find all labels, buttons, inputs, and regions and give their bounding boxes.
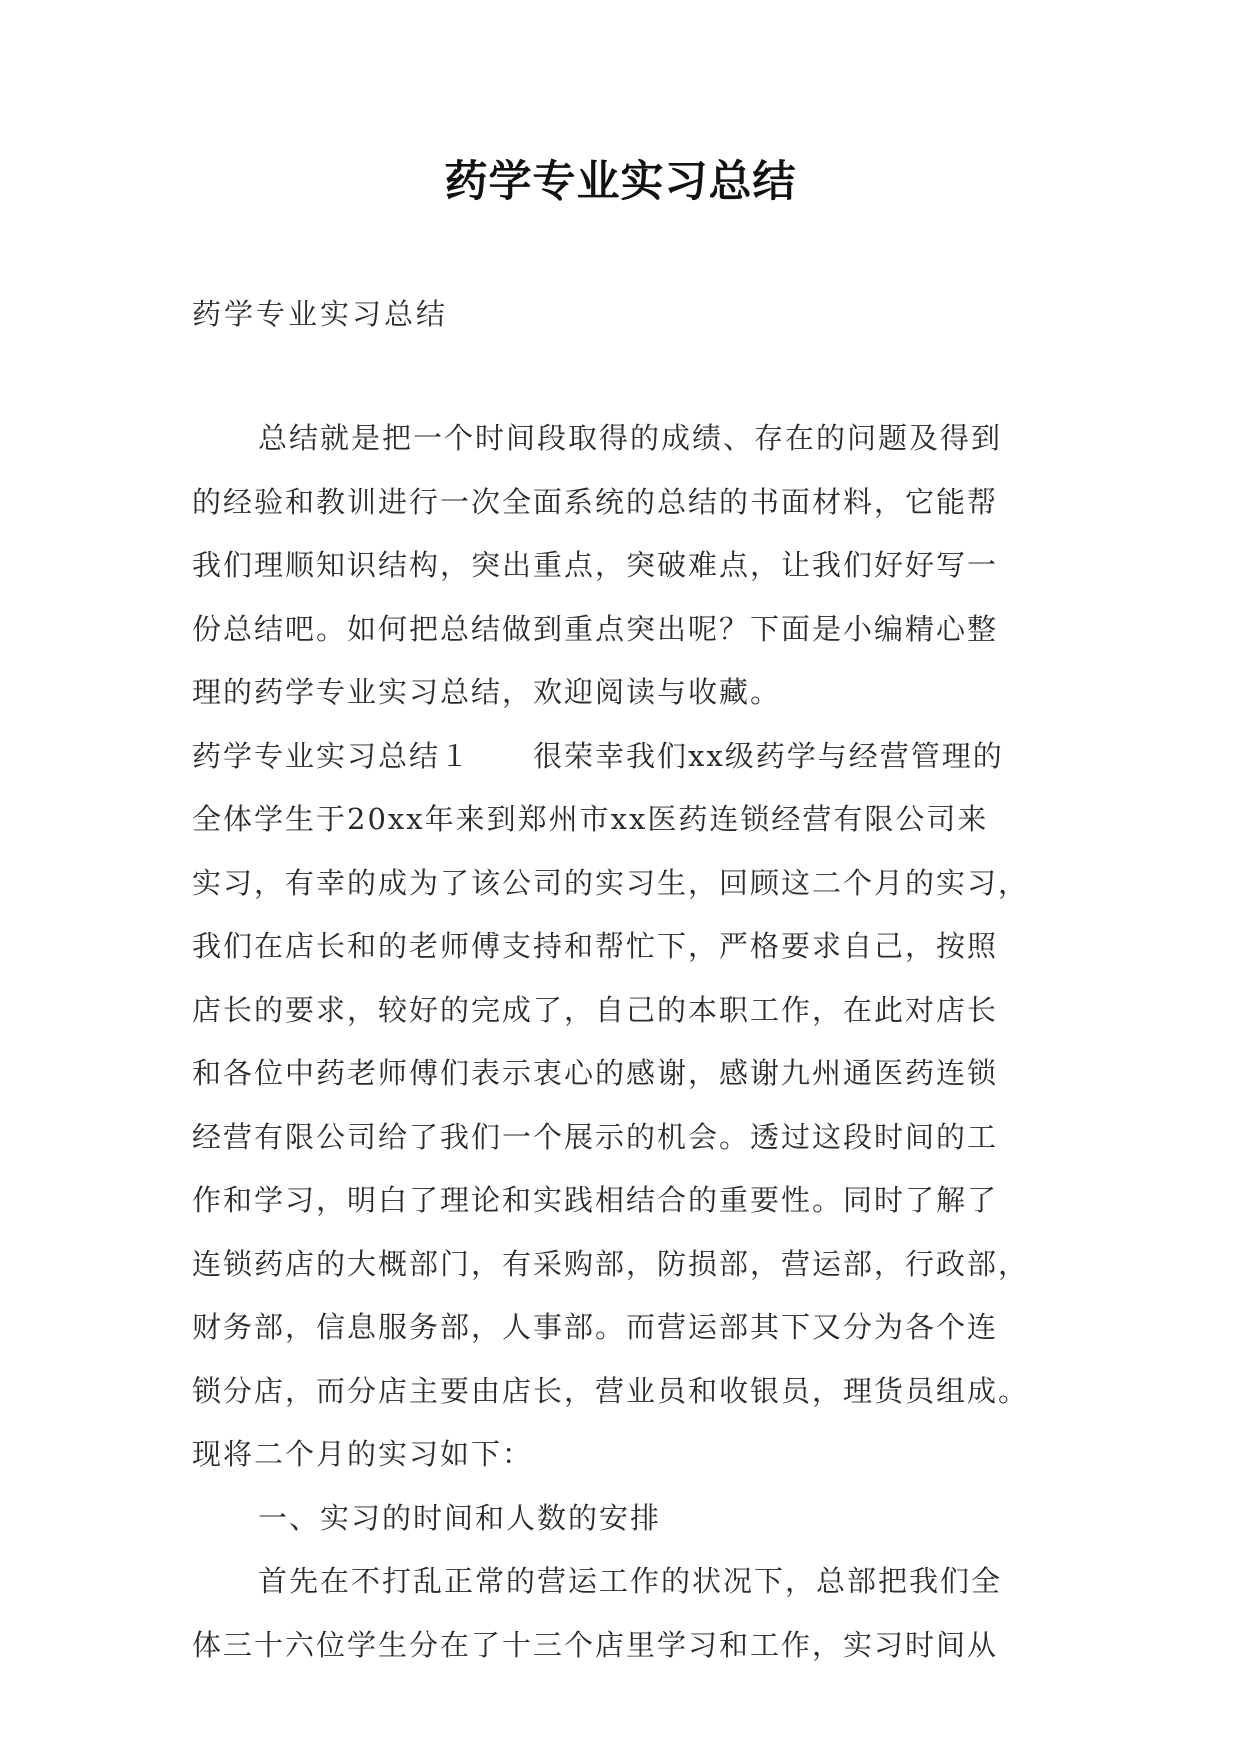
body-line: 全体学生于20xx年来到郑州市xx医药连锁经营有限公司来 — [192, 802, 989, 836]
body-line: 首先在不打乱正常的营运工作的状况下，总部把我们全 — [258, 1564, 1003, 1598]
body-line: 我们在店长和的老师傅支持和帮忙下，严格要求自己，按照 — [192, 929, 999, 963]
body-line: 锁分店，而分店主要由店长，营业员和收银员，理货员组成。 — [192, 1373, 1030, 1408]
body-line: 总结就是把一个时间段取得的成绩、存在的问题及得到 — [258, 421, 1003, 455]
body-line: 财务部，信息服务部，人事部。而营运部其下又分为各个连 — [192, 1310, 999, 1344]
body-line: 理的药学专业实习总结，欢迎阅读与收藏。 — [192, 675, 782, 709]
body-line: 现将二个月的实习如下： — [192, 1437, 534, 1471]
body-line: 实习，有幸的成为了该公司的实习生，回顾这二个月的实习， — [192, 865, 1030, 900]
body-line: 我们理顺知识结构，突出重点，突破难点，让我们好好写一 — [192, 548, 999, 582]
body-line: 经营有限公司给了我们一个展示的机会。透过这段时间的工 — [192, 1119, 999, 1154]
body-line: 店长的要求，较好的完成了，自己的本职工作，在此对店长 — [192, 992, 999, 1027]
body-line: 份总结吧。如何把总结做到重点突出呢？下面是小编精心整 — [192, 611, 999, 646]
document-body — [192, 407, 1054, 1677]
document-subtitle: 药学专业实习总结 — [192, 297, 449, 331]
body-line: 作和学习，明白了理论和实践相结合的重要性。同时了解了 — [192, 1183, 999, 1217]
body-line: 的经验和教训进行一次全面系统的总结的书面材料，它能帮 — [192, 484, 999, 519]
body-line: 体三十六位学生分在了十三个店里学习和工作，实习时间从 — [192, 1627, 999, 1662]
body-line: 和各位中药老师傅们表示衷心的感谢，感谢九州通医药连锁 — [192, 1056, 999, 1090]
body-line: 药学专业实习总结１ 很荣幸我们xx级药学与经营管理的 — [192, 738, 1004, 773]
section-heading: 一、实习的时间和人数的安排 — [258, 1500, 662, 1535]
body-line: 连锁药店的大概部门，有采购部，防损部，营运部，行政部， — [192, 1246, 1030, 1281]
document-title: 药学专业实习总结 — [444, 157, 797, 207]
